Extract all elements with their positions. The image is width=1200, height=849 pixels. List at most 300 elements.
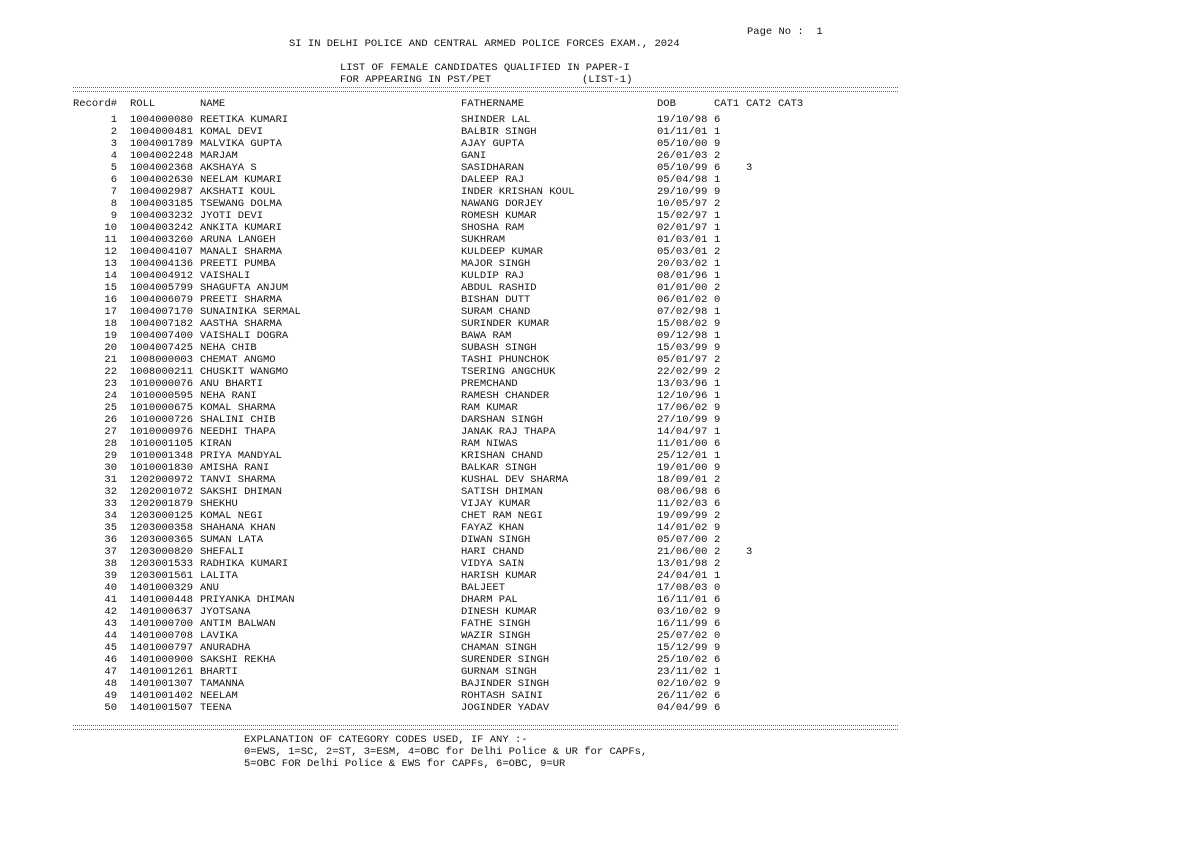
father-name: PREMCHAND	[461, 378, 518, 390]
candidate-name: SHAHANA KHAN	[200, 522, 276, 534]
candidate-name: AASTHA SHARMA	[200, 318, 282, 330]
table-row	[0, 126, 1200, 138]
roll-number: 1004000481	[130, 126, 194, 138]
candidate-name: KOMAL SHARMA	[200, 402, 276, 414]
candidate-name: REETIKA KUMARI	[200, 114, 289, 126]
date-of-birth: 15/02/97	[657, 210, 708, 222]
table-row	[0, 318, 1200, 330]
table-row	[0, 150, 1200, 162]
date-of-birth: 01/03/01	[657, 234, 708, 246]
roll-number: 1004003260	[130, 234, 194, 246]
record-number: 4	[110, 150, 117, 162]
roll-number: 1401000448	[130, 594, 194, 606]
candidate-name: TANVI SHARMA	[200, 474, 276, 486]
cat1-code: 1	[714, 210, 721, 222]
cat1-code: 6	[714, 690, 721, 702]
cat3-code: 3	[746, 162, 753, 174]
col-cat3: CAT3	[778, 98, 804, 110]
candidate-name: SAKSHI DHIMAN	[200, 486, 282, 498]
date-of-birth: 05/10/99	[657, 162, 708, 174]
father-name: KRISHAN CHAND	[461, 450, 543, 462]
record-number: 43	[104, 618, 117, 630]
roll-number: 1008000003	[130, 354, 194, 366]
table-row	[0, 558, 1200, 570]
col-name: NAME	[200, 98, 226, 110]
cat1-code: 9	[714, 402, 721, 414]
candidate-name: ANU	[200, 582, 219, 594]
cat1-code: 9	[714, 342, 721, 354]
candidate-name: ANTIM BALWAN	[200, 618, 276, 630]
date-of-birth: 15/12/99	[657, 642, 708, 654]
page-number-label	[747, 26, 823, 38]
cat1-code: 9	[714, 606, 721, 618]
table-row	[0, 666, 1200, 678]
record-number: 30	[104, 462, 117, 474]
father-name: HARI CHAND	[461, 546, 525, 558]
record-number: 23	[104, 378, 117, 390]
candidate-name: SHALINI CHIB	[200, 414, 276, 426]
record-number: 14	[104, 270, 117, 282]
candidate-name: AMISHA RANI	[200, 462, 270, 474]
roll-number: 1010000976	[130, 426, 194, 438]
date-of-birth: 01/01/00	[657, 282, 708, 294]
roll-number: 1401001402	[130, 690, 194, 702]
roll-number: 1202001072	[130, 486, 194, 498]
candidate-name: NEEDHI THAPA	[200, 426, 276, 438]
table-row	[0, 606, 1200, 618]
record-number: 29	[104, 450, 117, 462]
cat1-code: 6	[714, 162, 721, 174]
roll-number: 1203001533	[130, 558, 194, 570]
table-row	[0, 342, 1200, 354]
record-number: 48	[104, 678, 117, 690]
exam-title: SI IN DELHI POLICE AND CENTRAL ARMED POLICE FORCES EXAM., 2024	[289, 38, 680, 50]
date-of-birth: 26/11/02	[657, 690, 708, 702]
date-of-birth: 05/04/98	[657, 174, 708, 186]
table-row	[0, 210, 1200, 222]
table-row	[0, 618, 1200, 630]
record-number: 25	[104, 402, 117, 414]
record-number: 31	[104, 474, 117, 486]
table-row	[0, 630, 1200, 642]
table-row	[0, 282, 1200, 294]
table-row	[0, 642, 1200, 654]
table-row	[0, 246, 1200, 258]
record-number: 9	[110, 210, 117, 222]
record-number: 6	[110, 174, 117, 186]
roll-number: 1004003232	[130, 210, 194, 222]
candidate-name: KOMAL NEGI	[200, 510, 264, 522]
candidate-name: SUNAINIKA SERMAL	[200, 306, 301, 318]
table-row	[0, 354, 1200, 366]
father-name: FATHE SINGH	[461, 618, 531, 630]
candidate-name: TEENA	[200, 702, 232, 714]
col-roll: ROLL	[130, 98, 156, 110]
record-number: 44	[104, 630, 117, 642]
record-number: 2	[110, 126, 117, 138]
father-name: WAZIR SINGH	[461, 630, 531, 642]
date-of-birth: 15/08/02	[657, 318, 708, 330]
date-of-birth: 22/02/99	[657, 366, 708, 378]
father-name: INDER KRISHAN KOUL	[461, 186, 575, 198]
father-name: SHINDER LAL	[461, 114, 531, 126]
roll-number: 1008000211	[130, 366, 194, 378]
record-number: 37	[104, 546, 117, 558]
table-row	[0, 402, 1200, 414]
father-name: SHOSHA RAM	[461, 222, 525, 234]
cat1-code: 1	[714, 222, 721, 234]
page-number-value: 1	[816, 26, 823, 38]
father-name: CHET RAM NEGI	[461, 510, 543, 522]
col-cat2: CAT2	[746, 98, 772, 110]
record-number: 34	[104, 510, 117, 522]
candidate-name: CHUSKIT WANGMO	[200, 366, 289, 378]
candidate-name: TSEWANG DOLMA	[200, 198, 282, 210]
father-name: BISHAN DUTT	[461, 294, 531, 306]
date-of-birth: 06/01/02	[657, 294, 708, 306]
roll-number: 1401000637	[130, 606, 194, 618]
date-of-birth: 25/12/01	[657, 450, 708, 462]
father-name: RAM KUMAR	[461, 402, 518, 414]
father-name: RAMESH CHANDER	[461, 390, 550, 402]
table-row	[0, 258, 1200, 270]
cat1-code: 2	[714, 282, 721, 294]
candidate-name: MANALI SHARMA	[200, 246, 282, 258]
cat1-code: 2	[714, 546, 721, 558]
date-of-birth: 02/10/02	[657, 678, 708, 690]
record-number: 41	[104, 594, 117, 606]
date-of-birth: 26/01/03	[657, 150, 708, 162]
table-row	[0, 270, 1200, 282]
roll-number: 1202001879	[130, 498, 194, 510]
father-name: NAWANG DORJEY	[461, 198, 543, 210]
record-number: 38	[104, 558, 117, 570]
date-of-birth: 16/11/99	[657, 618, 708, 630]
roll-number: 1401000329	[130, 582, 194, 594]
record-number: 40	[104, 582, 117, 594]
roll-number: 1401001507	[130, 702, 194, 714]
date-of-birth: 19/10/98	[657, 114, 708, 126]
date-of-birth: 13/03/96	[657, 378, 708, 390]
list-title-line1: LIST OF FEMALE CANDIDATES QUALIFIED IN PAPER-I	[340, 62, 630, 74]
record-number: 28	[104, 438, 117, 450]
cat1-code: 1	[714, 306, 721, 318]
father-name: ROMESH KUMAR	[461, 210, 537, 222]
father-name: SUBASH SINGH	[461, 342, 537, 354]
table-row	[0, 294, 1200, 306]
roll-number: 1004005799	[130, 282, 194, 294]
cat1-code: 1	[714, 450, 721, 462]
table-row	[0, 522, 1200, 534]
roll-number: 1401001261	[130, 666, 194, 678]
date-of-birth: 13/01/98	[657, 558, 708, 570]
table-row	[0, 330, 1200, 342]
date-of-birth: 25/10/02	[657, 654, 708, 666]
cat1-code: 9	[714, 522, 721, 534]
record-number: 32	[104, 486, 117, 498]
roll-number: 1203000365	[130, 534, 194, 546]
father-name: DARSHAN SINGH	[461, 414, 543, 426]
record-number: 19	[104, 330, 117, 342]
record-number: 3	[110, 138, 117, 150]
record-number: 49	[104, 690, 117, 702]
father-name: DHARM PAL	[461, 594, 518, 606]
roll-number: 1401000797	[130, 642, 194, 654]
roll-number: 1202000972	[130, 474, 194, 486]
record-number: 16	[104, 294, 117, 306]
date-of-birth: 21/06/00	[657, 546, 708, 558]
date-of-birth: 14/01/02	[657, 522, 708, 534]
candidate-name: NEELAM	[200, 690, 238, 702]
table-row	[0, 426, 1200, 438]
cat1-code: 9	[714, 414, 721, 426]
cat1-code: 1	[714, 234, 721, 246]
father-name: KULDEEP KUMAR	[461, 246, 543, 258]
father-name: KULDIP RAJ	[461, 270, 525, 282]
cat1-code: 1	[714, 174, 721, 186]
table-row	[0, 138, 1200, 150]
father-name: SUKHRAM	[461, 234, 506, 246]
date-of-birth: 20/03/02	[657, 258, 708, 270]
cat1-code: 2	[714, 474, 721, 486]
father-name: DALEEP RAJ	[461, 174, 525, 186]
candidate-name: PRIYANKA DHIMAN	[200, 594, 295, 606]
date-of-birth: 17/06/02	[657, 402, 708, 414]
roll-number: 1004001789	[130, 138, 194, 150]
roll-number: 1010001348	[130, 450, 194, 462]
record-number: 15	[104, 282, 117, 294]
record-number: 50	[104, 702, 117, 714]
col-dob: DOB	[657, 98, 676, 110]
candidate-name: AKSHAYA S	[200, 162, 257, 174]
record-number: 1	[110, 114, 117, 126]
table-row	[0, 162, 1200, 174]
father-name: SURAM CHAND	[461, 306, 531, 318]
candidate-table-body	[0, 114, 1200, 714]
top-rule	[73, 87, 898, 92]
date-of-birth: 11/02/03	[657, 498, 708, 510]
date-of-birth: 05/10/00	[657, 138, 708, 150]
father-name: FAYAZ KHAN	[461, 522, 525, 534]
col-cat1: CAT1	[714, 98, 740, 110]
father-name: KUSHAL DEV SHARMA	[461, 474, 569, 486]
page-label-text: Page No :	[747, 26, 804, 38]
cat1-code: 2	[714, 198, 721, 210]
roll-number: 1004007182	[130, 318, 194, 330]
record-number: 35	[104, 522, 117, 534]
candidate-name: ANURADHA	[200, 642, 251, 654]
table-row	[0, 702, 1200, 714]
date-of-birth: 29/10/99	[657, 186, 708, 198]
cat1-code: 6	[714, 114, 721, 126]
cat1-code: 1	[714, 378, 721, 390]
cat1-code: 6	[714, 702, 721, 714]
candidate-name: AKSHATI KOUL	[200, 186, 276, 198]
roll-number: 1010000076	[130, 378, 194, 390]
roll-number: 1010000726	[130, 414, 194, 426]
roll-number: 1010000675	[130, 402, 194, 414]
roll-number: 1004002630	[130, 174, 194, 186]
table-row	[0, 234, 1200, 246]
father-name: SASIDHARAN	[461, 162, 525, 174]
roll-number: 1004007400	[130, 330, 194, 342]
cat1-code: 2	[714, 534, 721, 546]
candidate-name: JYOTI DEVI	[200, 210, 264, 222]
candidate-name: MALVIKA GUPTA	[200, 138, 282, 150]
cat1-code: 0	[714, 582, 721, 594]
date-of-birth: 05/07/00	[657, 534, 708, 546]
date-of-birth: 10/05/97	[657, 198, 708, 210]
candidate-name: SUMAN LATA	[200, 534, 264, 546]
roll-number: 1004006079	[130, 294, 194, 306]
date-of-birth: 12/10/96	[657, 390, 708, 402]
cat1-code: 1	[714, 270, 721, 282]
table-row	[0, 174, 1200, 186]
explanation-line1: 0=EWS, 1=SC, 2=ST, 3=ESM, 4=OBC for Delhi Police & UR for CAPFs,	[244, 746, 648, 758]
cat1-code: 1	[714, 330, 721, 342]
cat1-code: 1	[714, 666, 721, 678]
roll-number: 1203000358	[130, 522, 194, 534]
table-row	[0, 510, 1200, 522]
father-name: TASHI PHUNCHOK	[461, 354, 550, 366]
table-row	[0, 678, 1200, 690]
table-row	[0, 594, 1200, 606]
record-number: 22	[104, 366, 117, 378]
candidate-name: VAISHALI DOGRA	[200, 330, 289, 342]
record-number: 8	[110, 198, 117, 210]
father-name: SURINDER KUMAR	[461, 318, 550, 330]
cat1-code: 0	[714, 294, 721, 306]
father-name: VIDYA SAIN	[461, 558, 525, 570]
col-fathername: FATHERNAME	[461, 98, 525, 110]
father-name: BAJINDER SINGH	[461, 678, 550, 690]
candidate-name: NEELAM KUMARI	[200, 174, 282, 186]
cat1-code: 6	[714, 486, 721, 498]
cat1-code: 9	[714, 318, 721, 330]
father-name: JANAK RAJ THAPA	[461, 426, 556, 438]
roll-number: 1401000900	[130, 654, 194, 666]
record-number: 46	[104, 654, 117, 666]
candidate-name: TAMANNA	[200, 678, 245, 690]
record-number: 42	[104, 606, 117, 618]
roll-number: 1004007170	[130, 306, 194, 318]
date-of-birth: 17/08/03	[657, 582, 708, 594]
table-row	[0, 390, 1200, 402]
cat1-code: 9	[714, 462, 721, 474]
date-of-birth: 09/12/98	[657, 330, 708, 342]
record-number: 33	[104, 498, 117, 510]
candidate-name: BHARTI	[200, 666, 238, 678]
candidate-name: CHEMAT ANGMO	[200, 354, 276, 366]
col-record: Record#	[73, 98, 118, 110]
candidate-name: RADHIKA KUMARI	[200, 558, 289, 570]
candidate-name: VAISHALI	[200, 270, 251, 282]
record-number: 5	[110, 162, 117, 174]
explanation-line2: 5=OBC FOR Delhi Police & EWS for CAPFs, 6=OBC, 9=UR	[244, 758, 566, 770]
date-of-birth: 19/09/99	[657, 510, 708, 522]
date-of-birth: 08/01/96	[657, 270, 708, 282]
father-name: ABDUL RASHID	[461, 282, 537, 294]
cat1-code: 1	[714, 426, 721, 438]
table-row	[0, 534, 1200, 546]
father-name: BALJEET	[461, 582, 506, 594]
record-number: 17	[104, 306, 117, 318]
candidate-name: JYOTSANA	[200, 606, 251, 618]
table-row	[0, 114, 1200, 126]
date-of-birth: 27/10/99	[657, 414, 708, 426]
cat1-code: 9	[714, 678, 721, 690]
roll-number: 1010001830	[130, 462, 194, 474]
table-row	[0, 570, 1200, 582]
father-name: ROHTASH SAINI	[461, 690, 543, 702]
record-number: 36	[104, 534, 117, 546]
roll-number: 1004004107	[130, 246, 194, 258]
cat1-code: 1	[714, 390, 721, 402]
candidate-name: ANU BHARTI	[200, 378, 264, 390]
roll-number: 1401000708	[130, 630, 194, 642]
table-row	[0, 186, 1200, 198]
table-row	[0, 198, 1200, 210]
roll-number: 1010000595	[130, 390, 194, 402]
roll-number: 1004007425	[130, 342, 194, 354]
table-row	[0, 582, 1200, 594]
cat1-code: 2	[714, 366, 721, 378]
date-of-birth: 14/04/97	[657, 426, 708, 438]
candidate-name: SHEFALI	[200, 546, 245, 558]
table-row	[0, 222, 1200, 234]
table-row	[0, 438, 1200, 450]
date-of-birth: 05/01/97	[657, 354, 708, 366]
cat1-code: 2	[714, 558, 721, 570]
father-name: BALKAR SINGH	[461, 462, 537, 474]
cat1-code: 6	[714, 654, 721, 666]
cat1-code: 1	[714, 258, 721, 270]
record-number: 12	[104, 246, 117, 258]
roll-number: 1004002368	[130, 162, 194, 174]
roll-number: 1401000700	[130, 618, 194, 630]
cat1-code: 2	[714, 354, 721, 366]
bottom-rule	[73, 725, 898, 730]
table-row	[0, 450, 1200, 462]
candidate-name: SHEKHU	[200, 498, 238, 510]
table-row	[0, 378, 1200, 390]
father-name: RAM NIWAS	[461, 438, 518, 450]
father-name: MAJOR SINGH	[461, 258, 531, 270]
cat1-code: 6	[714, 438, 721, 450]
table-row	[0, 654, 1200, 666]
father-name: HARISH KUMAR	[461, 570, 537, 582]
table-row	[0, 690, 1200, 702]
roll-number: 1203001561	[130, 570, 194, 582]
candidate-name: NEHA RANI	[200, 390, 257, 402]
candidate-name: KOMAL DEVI	[200, 126, 264, 138]
record-number: 24	[104, 390, 117, 402]
record-number: 21	[104, 354, 117, 366]
table-row	[0, 498, 1200, 510]
date-of-birth: 23/11/02	[657, 666, 708, 678]
candidate-name: ARUNA LANGEH	[200, 234, 276, 246]
record-number: 10	[104, 222, 117, 234]
list-id: (LIST-1)	[582, 74, 633, 86]
father-name: VIJAY KUMAR	[461, 498, 531, 510]
record-number: 45	[104, 642, 117, 654]
record-number: 26	[104, 414, 117, 426]
date-of-birth: 04/04/99	[657, 702, 708, 714]
roll-number: 1203000820	[130, 546, 194, 558]
roll-number: 1010001105	[130, 438, 194, 450]
roll-number: 1004000080	[130, 114, 194, 126]
date-of-birth: 11/01/00	[657, 438, 708, 450]
